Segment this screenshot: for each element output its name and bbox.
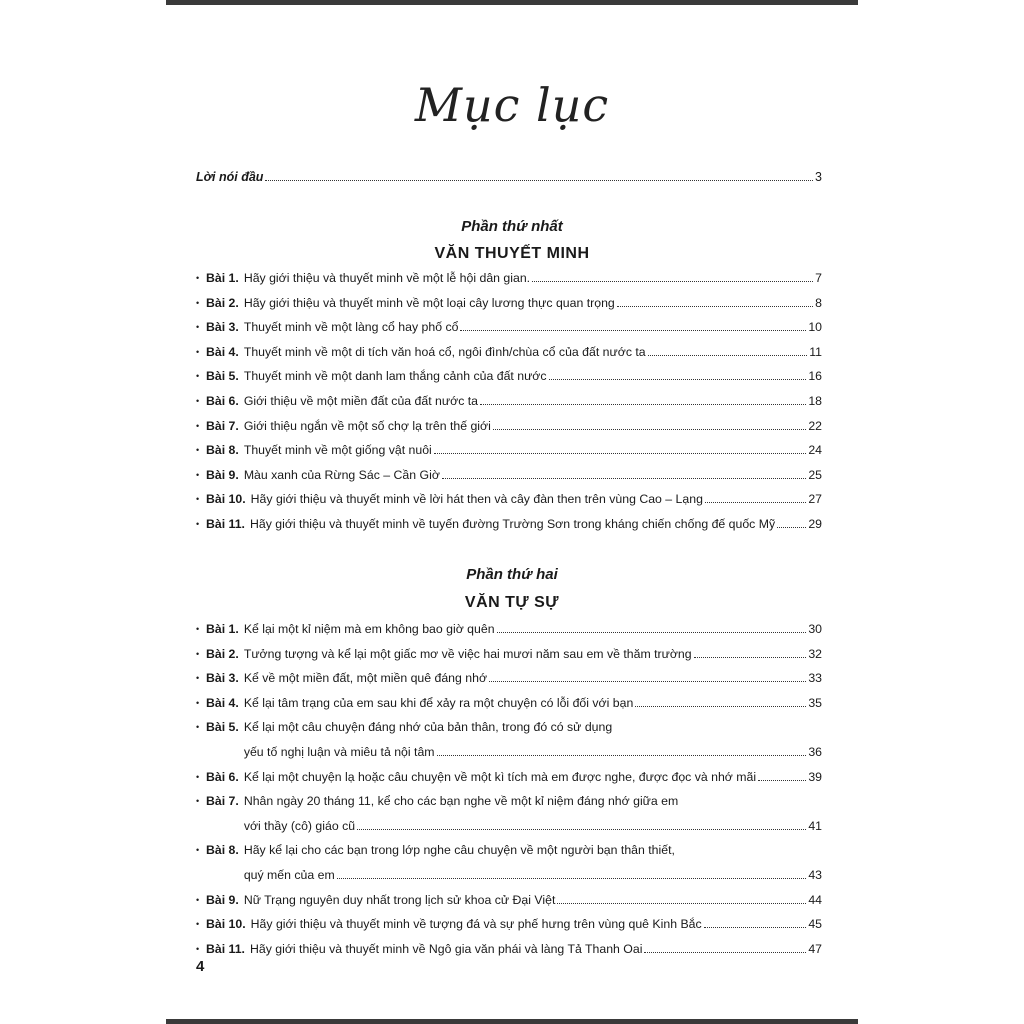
toc-entry[interactable] — [196, 617, 822, 642]
bullet-icon: • — [196, 395, 200, 406]
lesson-title: Giới thiệu ngắn về một số chợ lạ trên thế giới — [243, 418, 491, 433]
top-border — [166, 0, 858, 5]
lesson-title: Hãy giới thiệu và thuyết minh về Ngô gia văn phái và làng Tả Thanh Oai — [249, 941, 643, 956]
bullet-icon: • — [196, 943, 200, 954]
lesson-number: Bài 7. — [206, 794, 239, 809]
bullet-icon: • — [196, 673, 200, 684]
lesson-page: 24 — [808, 443, 822, 458]
bullet-icon: • — [196, 371, 200, 382]
part1-title: VĂN THUYẾT MINH — [434, 245, 590, 262]
dot-leader — [557, 903, 806, 904]
lesson-title: Kể lại một câu chuyện đáng nhớ của bản thân, trong đó có sử dụng — [243, 720, 613, 735]
dot-leader — [434, 453, 807, 454]
lesson-title: Kể về một miền đất, một miền quê đáng nhớ — [243, 671, 488, 686]
lesson-number: Bài 8. — [206, 843, 239, 858]
toc-entry[interactable] — [196, 487, 822, 512]
lesson-page: 7 — [815, 271, 822, 285]
dot-leader — [442, 478, 806, 479]
bullet-icon: • — [196, 919, 200, 930]
part2-title: VĂN TỰ SỰ — [464, 594, 560, 611]
dot-leader — [497, 632, 807, 633]
lesson-title: Nhân ngày 20 tháng 11, kể cho các bạn nghe về một kỉ niệm đáng nhớ giữa em — [243, 794, 679, 809]
toc-entry[interactable] — [196, 315, 822, 340]
lesson-page: 45 — [808, 917, 822, 932]
lesson-title-continued: với thầy (cô) giáo cũ — [243, 818, 356, 833]
toc-entry[interactable] — [196, 389, 822, 414]
lesson-number: Bài 2. — [206, 646, 239, 661]
lesson-number: Bài 1. — [206, 622, 239, 636]
bullet-icon: • — [196, 273, 200, 283]
lesson-number: Bài 9. — [206, 467, 239, 482]
dot-leader — [648, 355, 808, 356]
bullet-icon: • — [196, 845, 200, 856]
dot-leader — [704, 927, 807, 928]
lesson-number: Bài 4. — [206, 695, 239, 710]
bullet-icon: • — [196, 648, 200, 659]
lesson-title-continued: yếu tố nghị luận và miêu tả nội tâm — [243, 744, 435, 759]
lesson-page: 8 — [815, 295, 822, 310]
lesson-title: Kể lại một kỉ niệm mà em không bao giờ quên — [243, 622, 495, 636]
lesson-page: 33 — [808, 671, 822, 686]
dot-leader — [493, 429, 806, 430]
toc-entry[interactable] — [196, 715, 822, 764]
lesson-page: 11 — [809, 344, 822, 359]
toc-entry[interactable] — [196, 414, 822, 439]
toc-entry[interactable] — [196, 789, 822, 838]
lesson-number: Bài 8. — [206, 443, 239, 458]
toc-entry[interactable] — [196, 888, 822, 913]
lesson-number: Bài 10. — [206, 492, 246, 507]
bullet-icon: • — [196, 624, 200, 634]
dot-leader — [480, 404, 806, 405]
lesson-page: 27 — [808, 492, 822, 507]
lesson-title: Hãy giới thiệu và thuyết minh về tuyến đường Trường Sơn trong kháng chiến chống đế quốc Mỹ — [249, 516, 776, 531]
dot-leader — [694, 657, 807, 658]
lesson-number: Bài 6. — [206, 393, 239, 408]
bullet-icon: • — [196, 894, 200, 905]
dot-leader — [635, 706, 806, 707]
lesson-page: 43 — [808, 867, 822, 882]
dot-leader — [532, 281, 813, 282]
bullet-icon: • — [196, 445, 200, 456]
toc-entry[interactable] — [196, 463, 822, 488]
lesson-page: 18 — [808, 393, 822, 408]
bullet-icon: • — [196, 469, 200, 480]
lesson-number: Bài 11. — [206, 941, 245, 956]
lesson-page: 39 — [808, 769, 822, 784]
lesson-title-continued: quý mến của em — [243, 867, 335, 882]
preface-page: 3 — [815, 170, 822, 184]
lesson-number: Bài 6. — [206, 769, 239, 784]
toc-entry[interactable] — [196, 912, 822, 937]
lesson-page: 44 — [808, 892, 822, 907]
bullet-icon: • — [196, 494, 200, 505]
lesson-title: Thuyết minh về một danh lam thắng cảnh của đất nước — [243, 369, 547, 384]
lesson-title: Kể lại một chuyện lạ hoặc câu chuyện về một kì tích mà em được nghe, được đọc và nhớ mãi — [243, 769, 757, 784]
dot-leader — [357, 829, 806, 830]
lesson-number: Bài 1. — [206, 271, 239, 285]
dot-leader — [617, 306, 813, 307]
lesson-number: Bài 4. — [206, 344, 239, 359]
toc-entry[interactable] — [196, 642, 822, 667]
lesson-page: 36 — [808, 744, 822, 759]
toc-entry[interactable] — [196, 666, 822, 691]
toc-entry[interactable] — [196, 691, 822, 716]
part1-toc — [196, 266, 822, 537]
lesson-title: Hãy giới thiệu và thuyết minh về tượng đá và sự phế hưng trên vùng quê Kinh Bắc — [250, 917, 702, 932]
lesson-page: 29 — [808, 516, 822, 531]
toc-entry[interactable] — [196, 340, 822, 365]
page-number: 4 — [196, 958, 205, 975]
dot-leader — [644, 952, 806, 953]
dot-leader — [777, 527, 806, 528]
bullet-icon: • — [196, 297, 200, 308]
lesson-title: Thuyết minh về một giống vật nuôi — [243, 443, 432, 458]
part2-toc — [196, 617, 822, 961]
lesson-number: Bài 3. — [206, 671, 239, 686]
lesson-number: Bài 5. — [206, 720, 239, 735]
lesson-title: Hãy giới thiệu và thuyết minh về một lễ hội dân gian. — [243, 271, 531, 285]
dot-leader — [549, 379, 807, 380]
page-title: Mục lục — [414, 78, 610, 132]
bullet-icon: • — [196, 722, 200, 733]
lesson-page: 47 — [808, 941, 822, 956]
lesson-number: Bài 7. — [206, 418, 239, 433]
dot-leader — [460, 330, 806, 331]
part2-label: Phần thứ hai — [466, 566, 558, 583]
toc-entry[interactable] — [196, 291, 822, 316]
bullet-icon: • — [196, 346, 200, 357]
lesson-title: Thuyết minh về một làng cổ hay phố cổ — [243, 320, 459, 335]
lesson-title: Tưởng tượng và kể lại một giấc mơ về việc hai mươi năm sau em về thăm trường — [243, 646, 692, 661]
lesson-page: 10 — [808, 320, 822, 335]
lesson-title: Hãy giới thiệu và thuyết minh về một loại cây lương thực quan trọng — [243, 295, 615, 310]
bullet-icon: • — [196, 420, 200, 431]
lesson-title: Hãy kể lại cho các bạn trong lớp nghe câu chuyện về một người bạn thân thiết, — [243, 843, 675, 858]
lesson-title: Kể lại tâm trạng của em sau khi để xảy ra một chuyện có lỗi đối với bạn — [243, 695, 634, 710]
lesson-page: 41 — [808, 818, 822, 833]
dot-leader — [489, 681, 806, 682]
bullet-icon: • — [196, 322, 200, 333]
toc-entry[interactable] — [196, 838, 822, 887]
toc-entry[interactable] — [196, 438, 822, 463]
bottom-border — [166, 1019, 858, 1024]
dot-leader — [705, 502, 806, 503]
dot-leader — [337, 878, 807, 879]
lesson-page: 16 — [808, 369, 822, 384]
lesson-page: 35 — [808, 695, 822, 710]
toc-entry[interactable] — [196, 512, 822, 537]
dot-leader — [758, 780, 806, 781]
preface-entry[interactable] — [196, 170, 822, 184]
lesson-number: Bài 10. — [206, 917, 246, 932]
lesson-number: Bài 2. — [206, 295, 239, 310]
lesson-number: Bài 5. — [206, 369, 239, 384]
lesson-number: Bài 11. — [206, 516, 245, 531]
bullet-icon: • — [196, 771, 200, 782]
toc-entry[interactable] — [196, 364, 822, 389]
lesson-page: 22 — [808, 418, 822, 433]
dot-leader — [265, 180, 813, 181]
toc-entry[interactable] — [196, 937, 822, 962]
bullet-icon: • — [196, 796, 200, 807]
part1-label: Phần thứ nhất — [461, 218, 563, 235]
toc-entry[interactable] — [196, 266, 822, 291]
dot-leader — [437, 755, 807, 756]
lesson-title: Thuyết minh về một di tích văn hoá cổ, ngôi đình/chùa cổ của đất nước ta — [243, 344, 646, 359]
toc-entry[interactable] — [196, 765, 822, 790]
bullet-icon: • — [196, 697, 200, 708]
preface-label: Lời nói đầu — [196, 170, 264, 184]
lesson-number: Bài 3. — [206, 320, 239, 335]
lesson-page: 30 — [808, 622, 822, 636]
lesson-title: Nữ Trạng nguyên duy nhất trong lịch sử khoa cử Đại Việt — [243, 892, 556, 907]
lesson-number: Bài 9. — [206, 892, 239, 907]
bullet-icon: • — [196, 518, 200, 529]
lesson-title: Hãy giới thiệu và thuyết minh về lời hát then và cây đàn then trên vùng Cao – Lạng — [250, 492, 703, 507]
lesson-title: Màu xanh của Rừng Sác – Cần Giờ — [243, 467, 440, 482]
lesson-page: 25 — [808, 467, 822, 482]
lesson-page: 32 — [808, 646, 822, 661]
lesson-title: Giới thiệu về một miền đất của đất nước ta — [243, 393, 479, 408]
